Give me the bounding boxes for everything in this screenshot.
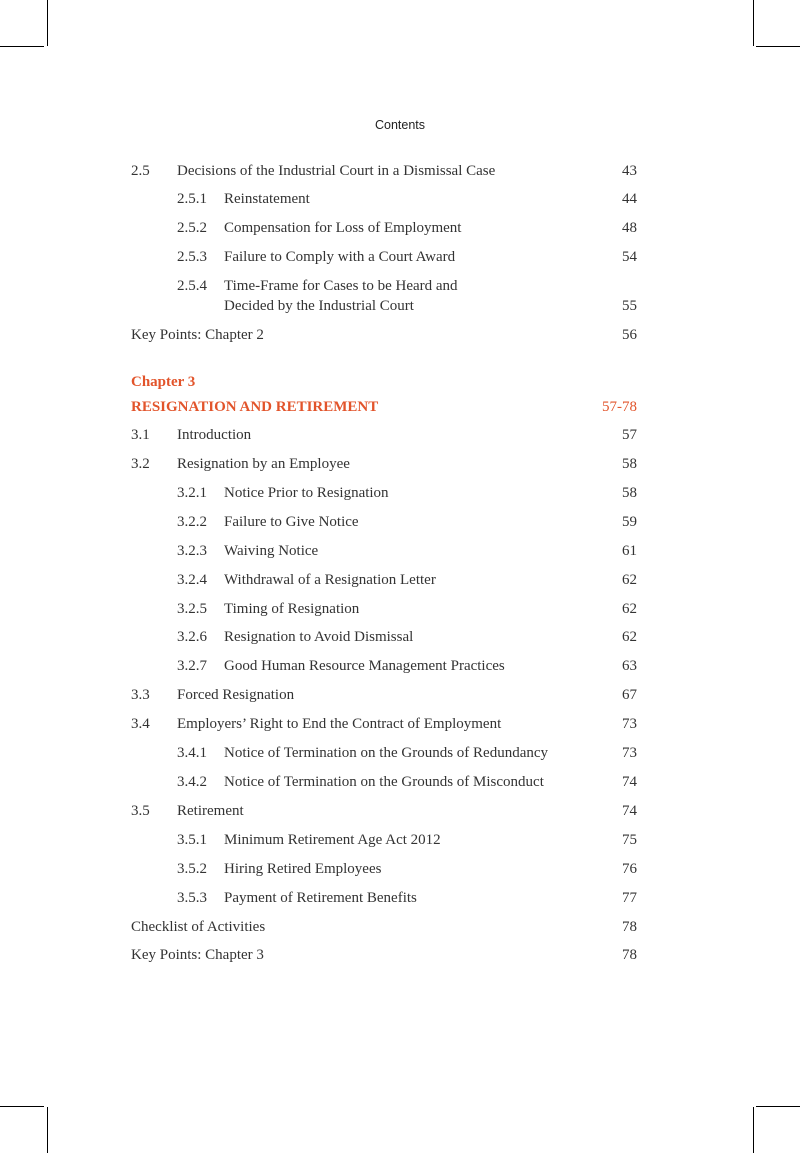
section-title: Notice Prior to Resignation — [224, 485, 389, 501]
toc-entry[interactable] — [131, 512, 637, 532]
toc-entry[interactable] — [131, 454, 637, 474]
page-number: 73 — [622, 716, 637, 732]
section-title: Notice of Termination on the Grounds of Misconduct — [224, 774, 544, 790]
crop-mark-top-right-h — [756, 46, 800, 47]
section-title: Reinstatement — [224, 191, 310, 207]
section-number: 3.2.5 — [177, 601, 207, 617]
page-number: 61 — [622, 543, 637, 559]
section-number: 3.4.1 — [177, 745, 207, 761]
page-number: 59 — [622, 514, 637, 530]
page-number: 43 — [622, 163, 637, 179]
section-number: 2.5.4 — [177, 278, 207, 294]
toc-entry[interactable] — [131, 483, 637, 503]
section-number: 3.4 — [131, 716, 150, 732]
toc-entry[interactable] — [131, 917, 637, 937]
page-number: 73 — [622, 745, 637, 761]
toc-entry[interactable] — [131, 830, 637, 850]
section-title: Withdrawal of a Resignation Letter — [224, 572, 436, 588]
section-title: Forced Resignation — [177, 687, 295, 703]
section-number: 3.2.7 — [177, 658, 207, 674]
toc-entry[interactable] — [131, 276, 637, 316]
section-title: Key Points: Chapter 3 — [131, 947, 264, 963]
page-number: 58 — [622, 456, 637, 472]
toc-entry[interactable] — [131, 189, 637, 209]
toc-entry[interactable] — [131, 714, 637, 734]
section-number: 3.2.6 — [177, 629, 207, 645]
section-title: Compensation for Loss of Employment — [224, 220, 462, 236]
section-title: Waiving Notice — [224, 543, 319, 559]
chapter-title-row[interactable] — [131, 397, 637, 417]
section-title: Failure to Give Notice — [224, 514, 359, 530]
section-number: 2.5.2 — [177, 220, 207, 236]
section-number: 2.5.3 — [177, 249, 207, 265]
toc-entry[interactable] — [131, 743, 637, 763]
chapter-title: RESIGNATION AND RETIREMENT — [131, 399, 379, 415]
section-title: Key Points: Chapter 2 — [131, 327, 264, 343]
page-number: 74 — [622, 803, 637, 819]
page-number: 75 — [622, 832, 637, 848]
toc-entry[interactable] — [131, 325, 637, 345]
section-title: Resignation by an Employee — [177, 456, 350, 472]
section-number: 2.5 — [131, 163, 150, 179]
section-title: Hiring Retired Employees — [224, 861, 382, 877]
section-number: 3.3 — [131, 687, 150, 703]
toc-entry[interactable] — [131, 425, 637, 445]
toc-entry[interactable] — [131, 801, 637, 821]
crop-mark-top-left-h — [0, 46, 44, 47]
toc-entry[interactable] — [131, 570, 637, 590]
toc-entry[interactable] — [131, 161, 637, 181]
page-number: 67 — [622, 687, 637, 703]
section-number: 3.2.3 — [177, 543, 207, 559]
section-title: Decisions of the Industrial Court in a Dismissal Case — [177, 163, 496, 179]
page-number: 57 — [622, 427, 637, 443]
toc-entry[interactable] — [131, 627, 637, 647]
page-number: 62 — [622, 629, 637, 645]
toc-entry[interactable] — [131, 599, 637, 619]
page-number: 48 — [622, 220, 637, 236]
section-number: 3.4.2 — [177, 774, 207, 790]
section-number: 3.1 — [131, 427, 150, 443]
toc-entry[interactable] — [131, 685, 637, 705]
page-number: 54 — [622, 249, 637, 265]
crop-mark-top-right-v — [753, 0, 754, 46]
toc-entry[interactable] — [131, 541, 637, 561]
crop-mark-bottom-left-v — [47, 1107, 48, 1153]
crop-mark-bottom-right-h — [756, 1106, 800, 1107]
page-number: 76 — [622, 861, 637, 877]
section-title-line: Time-Frame for Cases to be Heard and — [224, 278, 458, 294]
section-number: 2.5.1 — [177, 191, 207, 207]
section-title: Introduction — [177, 427, 252, 443]
toc-entry[interactable] — [131, 247, 637, 267]
chapter-label: Chapter 3 — [131, 374, 196, 390]
crop-mark-bottom-left-h — [0, 1106, 44, 1107]
section-title-line: Decided by the Industrial Court — [224, 298, 414, 314]
section-number: 3.2.2 — [177, 514, 207, 530]
toc-entry[interactable] — [131, 859, 637, 879]
page-number: 56 — [622, 327, 637, 343]
toc-entry[interactable] — [131, 945, 637, 965]
page-number: 62 — [622, 601, 637, 617]
section-number: 3.5.3 — [177, 890, 207, 906]
crop-mark-top-left-v — [47, 0, 48, 46]
page-number: 58 — [622, 485, 637, 501]
section-title: Retirement — [177, 803, 244, 819]
page-number: 63 — [622, 658, 637, 674]
toc-entry[interactable] — [131, 218, 637, 238]
section-title: Notice of Termination on the Grounds of Redundancy — [224, 745, 549, 761]
section-title: Good Human Resource Management Practices — [224, 658, 505, 674]
section-number: 3.2.1 — [177, 485, 207, 501]
toc-entry[interactable] — [131, 656, 637, 676]
section-number: 3.2 — [131, 456, 150, 472]
section-number: 3.2.4 — [177, 572, 207, 588]
section-number: 3.5.2 — [177, 861, 207, 877]
section-title: Payment of Retirement Benefits — [224, 890, 417, 906]
chapter-page-range: 57-78 — [602, 399, 637, 415]
running-header: Contents — [374, 118, 426, 132]
crop-mark-bottom-right-v — [753, 1107, 754, 1153]
page-number: 62 — [622, 572, 637, 588]
section-title: Minimum Retirement Age Act 2012 — [224, 832, 441, 848]
section-title: Employers’ Right to End the Contract of Employment — [177, 716, 502, 732]
page-number: 55 — [622, 298, 637, 314]
section-title: Timing of Resignation — [224, 601, 360, 617]
toc-entry[interactable] — [131, 888, 637, 908]
section-title — [224, 276, 458, 316]
page-number: 78 — [622, 919, 637, 935]
section-number: 3.5.1 — [177, 832, 207, 848]
page-number: 74 — [622, 774, 637, 790]
page-number: 77 — [622, 890, 637, 906]
section-title: Checklist of Activities — [131, 919, 266, 935]
toc-entry[interactable] — [131, 772, 637, 792]
section-title: Resignation to Avoid Dismissal — [224, 629, 414, 645]
page-number: 78 — [622, 947, 637, 963]
page-number: 44 — [622, 191, 637, 207]
section-number: 3.5 — [131, 803, 150, 819]
section-title: Failure to Comply with a Court Award — [224, 249, 456, 265]
